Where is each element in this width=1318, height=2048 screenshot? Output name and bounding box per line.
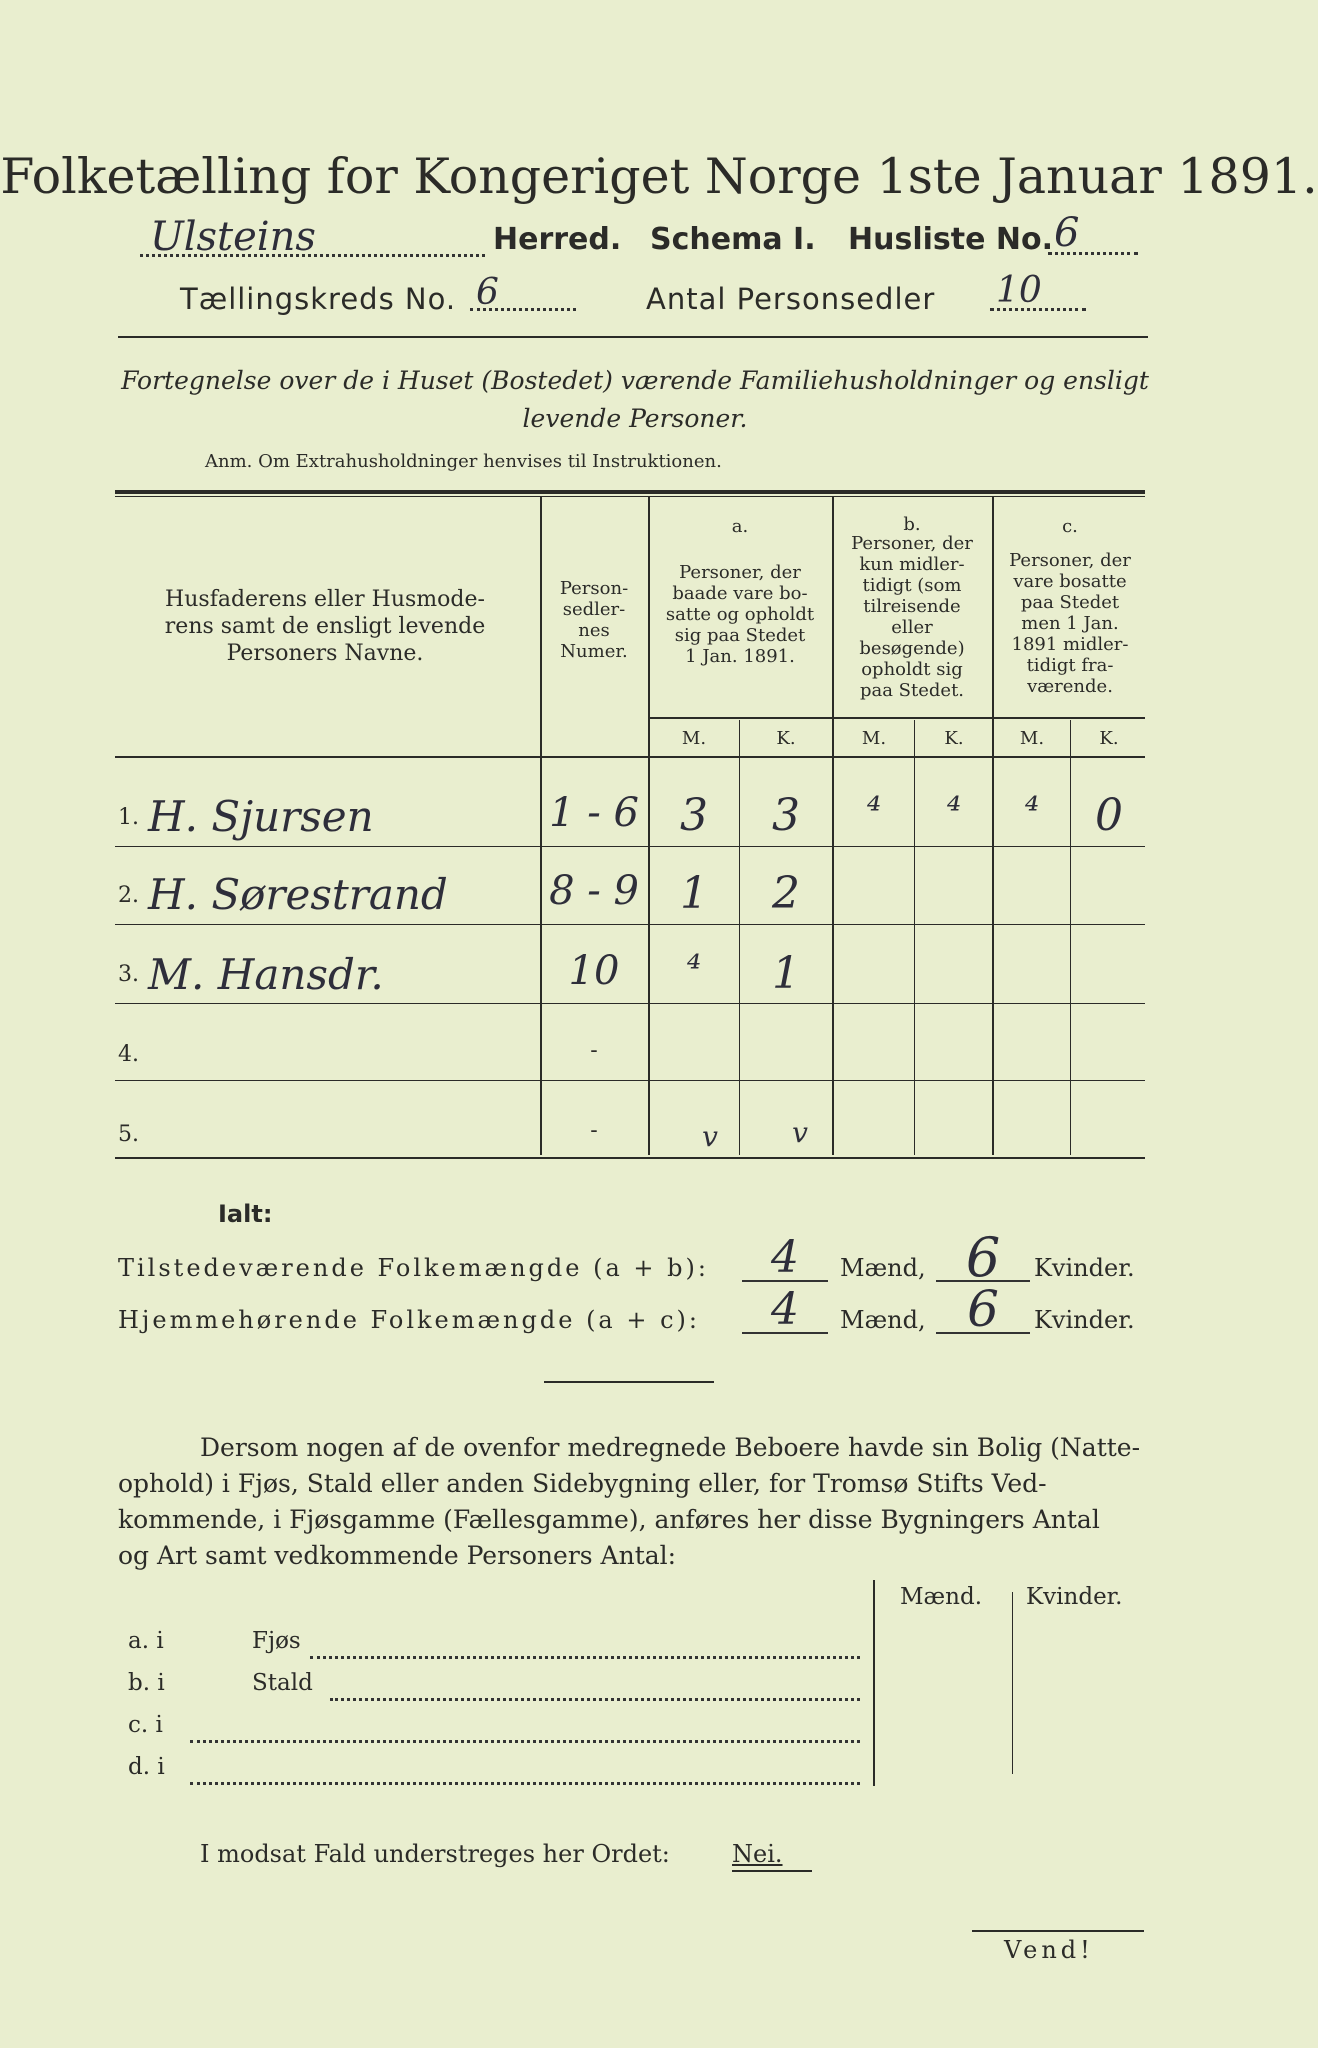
intro-line-2: levende Personer. xyxy=(522,404,748,433)
ialt-label: Ialt: xyxy=(218,1200,273,1228)
mk-top-rule xyxy=(650,717,1145,719)
antal-value: 10 xyxy=(990,270,1086,311)
item-dotted-line xyxy=(310,1634,860,1659)
col-divider xyxy=(873,1580,875,1786)
col-b-letter: b. xyxy=(903,514,921,535)
herred-label: Herred. xyxy=(493,222,622,257)
antal-label: Antal Personsedler xyxy=(646,282,936,316)
modsat-text: I modsat Fald understreges her Ordet: xyxy=(200,1840,670,1868)
totals-line-1-label: Tilstedeværende Folkemængde (a + b): xyxy=(118,1254,709,1282)
row-numer: 10 xyxy=(568,948,620,994)
intro-line-1: Fortegnelse over de i Huset (Bostedet) værende Familiehusholdninger og ensligt xyxy=(121,366,1149,395)
check-mark: v xyxy=(792,1116,808,1149)
item-dotted-line xyxy=(190,1718,860,1743)
totals-line-2-kvinder: 6 xyxy=(936,1280,1030,1334)
divider xyxy=(118,336,1148,338)
row-name: H. Sørestrand xyxy=(148,870,448,919)
m-label: M. xyxy=(681,728,707,749)
cell-b-m: ⁴ xyxy=(866,790,882,831)
cell-a-k: 3 xyxy=(772,790,800,841)
kvinder-word: Kvinder. xyxy=(1034,1306,1135,1334)
row-number: 4. xyxy=(118,1042,139,1067)
herred-value: Ulsteins xyxy=(140,214,485,257)
row-number: 5. xyxy=(118,1122,139,1147)
form-title: Folketælling for Kongeriget Norge 1ste Januar 1891. xyxy=(0,148,1318,205)
col-divider-mk xyxy=(739,720,740,1155)
table-bottom-rule xyxy=(115,1157,1145,1159)
item-dotted-line xyxy=(190,1760,860,1785)
k-label: K. xyxy=(1099,728,1119,749)
row-number: 3. xyxy=(118,962,139,987)
cell-c-m: ⁴ xyxy=(1024,790,1040,831)
taellingskreds-value: 6 xyxy=(470,272,576,311)
numer-header: Person- sedler- nes Numer. xyxy=(559,578,629,662)
col-c-header: Personer, der vare bosatte paa Stedet men 1 Jan. 1891 midler- tidigt fra- værende. xyxy=(1009,550,1131,697)
col-b-header: Personer, der kun midler- tidigt (som tilreisende eller besøgende) opholdt sig paa Stedet. xyxy=(851,533,973,701)
header-bottom-rule xyxy=(115,756,1145,758)
k-label: K. xyxy=(776,728,796,749)
nei-underline xyxy=(732,1870,812,1872)
col-divider xyxy=(1012,1592,1013,1774)
kvinder-header: Kvinder. xyxy=(1026,1584,1123,1610)
maend-word: Mænd, xyxy=(840,1306,926,1334)
row-numer: - xyxy=(590,1118,598,1143)
item-label: Stald xyxy=(252,1670,313,1696)
note-paragraph: Dersom nogen af de ovenfor medregnede Beboere havde sin Bolig (Natte- ophold) i Fjøs, Stald eller anden Sidebygning eller, for Tromsø Stifts Ved- kommende, i Fjøsgamme (Fællesgamme), anføres her disse Bygningers Antal og Art samt vedkommende Personers Antal: xyxy=(118,1433,1141,1570)
table-top-rule-thin xyxy=(115,496,1145,497)
k-label: K. xyxy=(944,728,964,749)
nei-word: Nei. xyxy=(732,1840,783,1868)
item-label: Fjøs xyxy=(252,1628,301,1654)
husliste-value: 6 xyxy=(1048,210,1138,255)
col-c-letter: c. xyxy=(1062,516,1078,537)
row-rule xyxy=(115,1080,1145,1081)
col-divider-mk xyxy=(1070,720,1071,1155)
totals-line-1-kvinder: 6 xyxy=(936,1226,1030,1282)
check-mark: v xyxy=(702,1120,718,1153)
totals-line-2-label: Hjemmehørende Folkemængde (a + c): xyxy=(118,1306,700,1334)
row-number: 1. xyxy=(118,805,139,830)
row-numer: 8 - 9 xyxy=(549,868,639,914)
m-label: M. xyxy=(1019,728,1045,749)
short-divider xyxy=(544,1381,714,1383)
item-letter: b. i xyxy=(128,1670,165,1696)
vend-label: Vend! xyxy=(1004,1936,1094,1964)
cell-a-m: ⁴ xyxy=(686,948,702,989)
totals-line-2-maend: 4 xyxy=(742,1284,828,1334)
row-rule xyxy=(115,1003,1145,1004)
row-rule xyxy=(115,846,1145,847)
item-dotted-line xyxy=(330,1676,860,1701)
schema-label: Schema I. xyxy=(650,222,816,257)
cell-a-m: 1 xyxy=(680,868,708,919)
names-header: Husfaderens eller Husmode- rens samt de ensligt levende Personers Navne. xyxy=(164,587,486,666)
maend-header: Mænd. xyxy=(900,1584,983,1610)
col-divider-mk xyxy=(914,720,915,1155)
item-letter: a. i xyxy=(128,1628,164,1654)
cell-a-k: 2 xyxy=(772,868,800,919)
col-a-header: Personer, der baade vare bo- satte og opholdt sig paa Stedet 1 Jan. 1891. xyxy=(665,562,815,667)
row-numer: 1 - 6 xyxy=(549,790,639,836)
cell-a-k: 1 xyxy=(772,948,800,999)
row-name: H. Sjursen xyxy=(148,792,374,841)
cell-b-k: ⁴ xyxy=(946,790,962,831)
kvinder-word: Kvinder. xyxy=(1034,1254,1135,1282)
taellingskreds-label: Tællingskreds No. xyxy=(180,282,457,316)
footer-rule xyxy=(972,1930,1144,1932)
maend-word: Mænd, xyxy=(840,1254,926,1282)
col-a-letter: a. xyxy=(731,516,749,537)
item-letter: d. i xyxy=(128,1754,165,1780)
cell-a-m: 3 xyxy=(680,790,708,841)
row-numer: - xyxy=(590,1038,598,1063)
row-rule xyxy=(115,924,1145,925)
m-label: M. xyxy=(861,728,887,749)
item-letter: c. i xyxy=(128,1712,163,1738)
anm-note: Anm. Om Extrahusholdninger henvises til Instruktionen. xyxy=(205,451,722,472)
cell-c-k: 0 xyxy=(1095,790,1123,841)
row-name: M. Hansdr. xyxy=(148,950,384,999)
row-number: 2. xyxy=(118,883,139,908)
table-top-rule xyxy=(115,490,1145,494)
totals-line-1-maend: 4 xyxy=(742,1232,828,1282)
husliste-label: Husliste No. xyxy=(848,222,1053,257)
